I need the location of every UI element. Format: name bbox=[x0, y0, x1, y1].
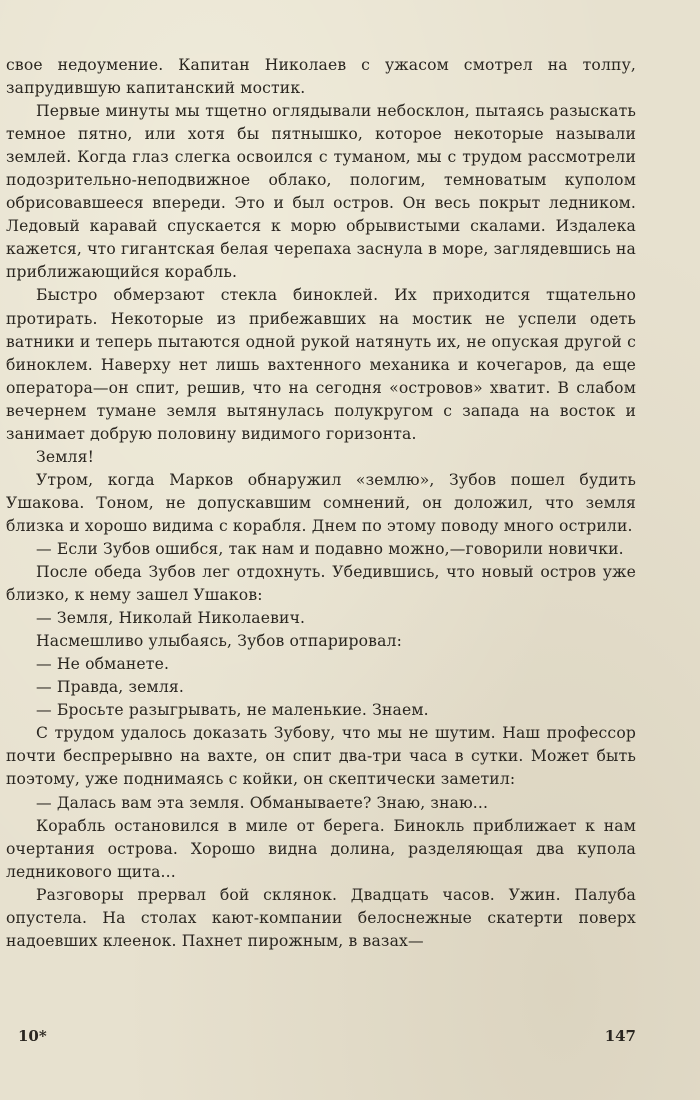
paragraph-2: Первые минуты мы тщетно оглядывали небосклон, пытаясь разыскать темное пятно, или хотя бы пятнышко, которое некоторые называли землей. Когда глаз слегка освоился с туманом, мы с трудом рассмотрели подозрительно-неподвижное облако, пологим, темноватым куполом обрисовавшееся впереди. Это и был остров. Он весь покрыт ледником. Ледовый каравай спускается к морю обрывистыми скалами. Издалека кажется, что гигантская белая черепаха заснула в море, заглядевшись на приближающийся корабль. bbox=[6, 102, 636, 282]
paragraph-3: Быстро обмерзают стекла биноклей. Их приходится тщательно протирать. Некоторые из прибежавших на мостик не успели одеть ватники и теперь пытаются одной рукой натянуть их, не опуская другой с биноклем. Наверху нет лишь вахтенного механика и кочегаров, да еще оператора—он спит, решив, что на сегодня «островов» хватит. В слабом вечернем тумане земля вытянулась полукругом с запада на восток и занимает добрую половину видимого горизонта. bbox=[6, 286, 636, 443]
body-text bbox=[6, 54, 636, 953]
paragraph-9: Насмешливо улыбаясь, Зубов отпарировал: bbox=[36, 632, 402, 651]
paragraph-14: — Далась вам эта земля. Обманываете? Знаю, знаю... bbox=[36, 793, 489, 812]
paragraph-7: После обеда Зубов лег отдохнуть. Убедившись, что новый остров уже близко, к нему зашел Ушаков: bbox=[6, 563, 636, 605]
paragraph-11: — Правда, земля. bbox=[36, 678, 184, 697]
paragraph-6: — Если Зубов ошибся, так нам и подавно можно,—говорили новички. bbox=[36, 539, 624, 558]
paragraph-1: свое недоумение. Капитан Николаев с ужасом смотрел на толпу, запрудившую капитанский мостик. bbox=[6, 56, 636, 98]
signature-mark: 10* bbox=[18, 1027, 47, 1045]
page-number: 147 bbox=[604, 1027, 636, 1045]
paragraph-8: — Земля, Николай Николаевич. bbox=[36, 609, 306, 628]
paragraph-12: — Бросьте разыгрывать, не маленькие. Знаем. bbox=[36, 701, 429, 720]
paragraph-13: С трудом удалось доказать Зубову, что мы не шутим. Наш профессор почти беспрерывно на вахте, он спит два-три часа в сутки. Может быть поэтому, уже поднимаясь с койки, он скептически заметил: bbox=[6, 724, 636, 789]
paragraph-10: — Не обманете. bbox=[36, 655, 170, 674]
paragraph-5: Утром, когда Марков обнаружил «землю», Зубов пошел будить Ушакова. Тоном, не допускавшим сомнений, он доложил, что земля близка и хорошо видима с корабля. Днем по этому поводу много острили. bbox=[6, 470, 636, 535]
paragraph-4: Земля! bbox=[36, 447, 94, 466]
paragraph-15: Корабль остановился в миле от берега. Бинокль приближает к нам очертания острова. Хорошо видна долина, разделяющая два купола ледникового щита... bbox=[6, 816, 636, 881]
paragraph-16: Разговоры прервал бой склянок. Двадцать часов. Ужин. Палуба опустела. На столах кают-компании белоснежные скатерти поверх надоевших клеенок. Пахнет пирожным, в вазах— bbox=[6, 885, 636, 950]
